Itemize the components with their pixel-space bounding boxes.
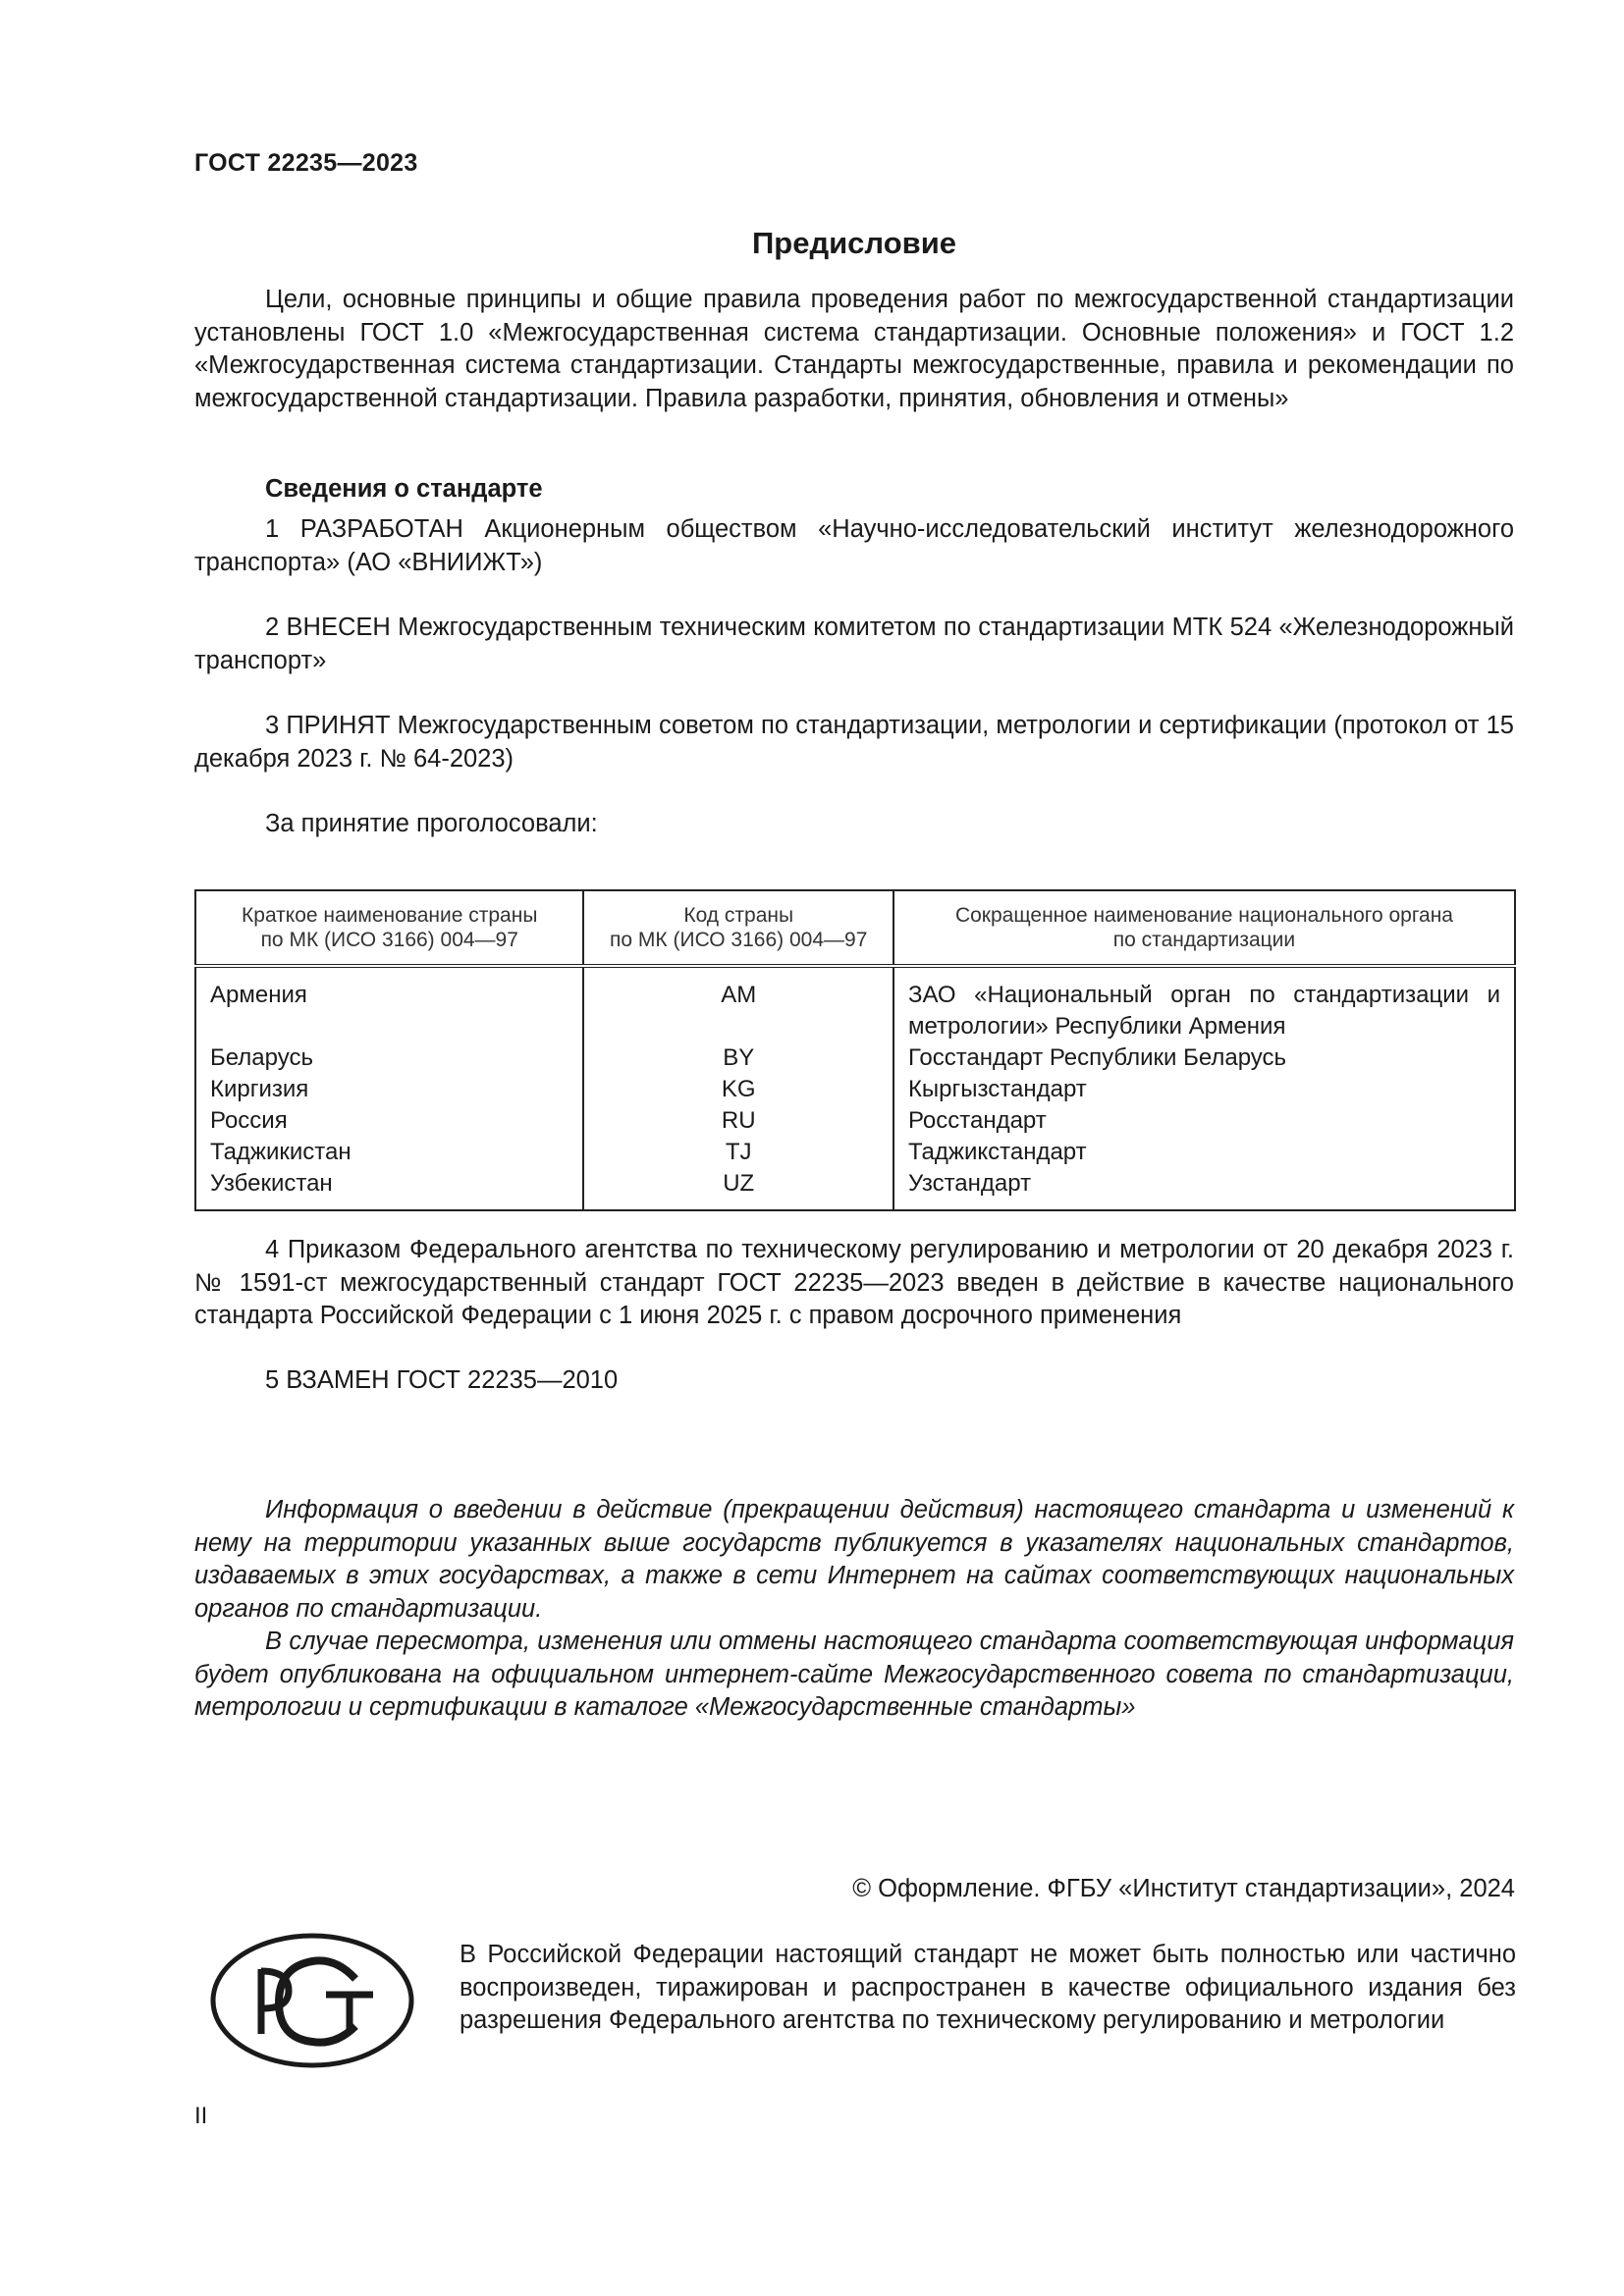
copyright-line: © Оформление. ФГБУ «Институт стандартизации», 2024 bbox=[852, 1875, 1515, 1902]
national-body-cell: ЗАО «Национальный орган по стандартизации и метрологии» Республики Армения bbox=[893, 966, 1515, 1042]
country-name-cell: Беларусь bbox=[195, 1042, 583, 1074]
voted-line bbox=[194, 808, 1514, 841]
country-code-cell: RU bbox=[583, 1105, 893, 1137]
rst-certification-mark-icon bbox=[210, 1932, 414, 2069]
header-country-name-line1: Краткое наименование страны bbox=[242, 904, 538, 927]
country-code-cell: UZ bbox=[583, 1168, 893, 1210]
copyright-notice: В Российской Федерации настоящий стандарт не может быть полностью или частично воспроизведен, тиражирован и распространен в качестве официального издания без разрешения Федерального агентства по техническому регулированию и метрологии bbox=[460, 1941, 1516, 2034]
country-name-cell: Россия bbox=[195, 1105, 583, 1137]
note-revision: В случае пересмотра, изменения или отмены настоящего стандарта соответствующая информация будет опубликована на официальном интернет-сайте Межгосударственного совета по стандартизации, метрологии и сертификации в каталоге «Межгосударственные стандарты» bbox=[194, 1628, 1514, 1721]
header-country-code bbox=[583, 890, 893, 966]
item-1-text: 1 РАЗРАБОТАН Акционерным обществом «Научно-исследовательский институт железнодорожного транспорта» (АО «ВНИИЖТ») bbox=[194, 515, 1514, 576]
info-heading: Сведения о стандарте bbox=[265, 475, 543, 503]
country-code-cell: AM bbox=[583, 966, 893, 1042]
voting-countries-table bbox=[194, 889, 1516, 1211]
item-5-text: 5 ВЗАМЕН ГОСТ 22235—2010 bbox=[265, 1366, 619, 1394]
country-code-cell: TJ bbox=[583, 1137, 893, 1168]
voted-text: За принятие проголосовали: bbox=[265, 810, 598, 837]
info-notes bbox=[194, 1494, 1514, 1725]
header-country-code-line2: по МК (ИСО 3166) 004—97 bbox=[610, 929, 868, 951]
country-code-cell: BY bbox=[583, 1042, 893, 1074]
country-name-cell: Узбекистан bbox=[195, 1168, 583, 1210]
item-4-text: 4 Приказом Федерального агентства по техническому регулированию и метрологии от 20 декабря 2023 г. № 1591-ст межгосударственный стандарт ГОСТ 22235—2023 введен в действие в качестве национального стандарта Российской Федерации с 1 июня 2025 г. с правом досрочного применения bbox=[194, 1236, 1514, 1329]
item-2-text: 2 ВНЕСЕН Межгосударственным техническим комитетом по стандартизации МТК 524 «Железнодорожный транспорт» bbox=[194, 614, 1514, 674]
table-row bbox=[195, 1042, 1515, 1074]
national-body-cell: Госстандарт Республики Беларусь bbox=[893, 1042, 1515, 1074]
note-publication: Информация о введении в действие (прекращении действия) настоящего стандарта и изменений к нему на территории указанных выше государств публикуется в указателях национальных стандартов, издаваемых в этих государствах, а также в сети Интернет на сайтах соответствующих национальных органов по стандартизации. bbox=[194, 1496, 1514, 1623]
intro-paragraph bbox=[194, 284, 1514, 415]
table-row bbox=[195, 1074, 1515, 1105]
item-5 bbox=[194, 1364, 1514, 1398]
header-country-code-line1: Код страны bbox=[683, 904, 794, 927]
table-row bbox=[195, 1105, 1515, 1137]
item-2 bbox=[194, 612, 1514, 677]
national-body-cell: Таджикстандарт bbox=[893, 1137, 1515, 1168]
national-body-cell: Росстандарт bbox=[893, 1105, 1515, 1137]
national-body-cell: Кыргызстандарт bbox=[893, 1074, 1515, 1105]
header-national-body bbox=[893, 890, 1515, 966]
header-national-body-line2: по стандартизации bbox=[1112, 929, 1296, 951]
item-1 bbox=[194, 513, 1514, 579]
header-national-body-line1: Сокращенное наименование национального органа bbox=[954, 904, 1453, 927]
intro-text: Цели, основные принципы и общие правила проведения работ по межгосударственной стандартизации установлены ГОСТ 1.0 «Межгосударственная система стандартизации. Основные положения» и ГОСТ 1.2 «Межгосударственная система стандартизации. Стандарты межгосударственные, правила и рекомендации по межгосударственной стандартизации. Правила разработки, принятия, обновления и отмены» bbox=[194, 286, 1514, 412]
national-body-cell: Узстандарт bbox=[893, 1168, 1515, 1210]
table-header-row bbox=[195, 890, 1515, 966]
country-code-cell: KG bbox=[583, 1074, 893, 1105]
country-name-cell: Таджикистан bbox=[195, 1137, 583, 1168]
table-row bbox=[195, 1137, 1515, 1168]
item-3-text: 3 ПРИНЯТ Межгосударственным советом по стандартизации, метрологии и сертификации (протокол от 15 декабря 2023 г. № 64-2023) bbox=[194, 712, 1514, 773]
item-4 bbox=[194, 1234, 1514, 1333]
document-code-header: ГОСТ 22235—2023 bbox=[194, 149, 418, 177]
item-3 bbox=[194, 710, 1514, 775]
table-row bbox=[195, 966, 1515, 1042]
header-country-name bbox=[195, 890, 583, 966]
page-number: II bbox=[194, 2103, 208, 2129]
header-country-name-line2: по МК (ИСО 3166) 004—97 bbox=[260, 929, 518, 951]
country-name-cell: Армения bbox=[195, 966, 583, 1042]
table-row bbox=[195, 1168, 1515, 1210]
page-title: Предисловие bbox=[751, 226, 956, 260]
country-name-cell: Киргизия bbox=[195, 1074, 583, 1105]
